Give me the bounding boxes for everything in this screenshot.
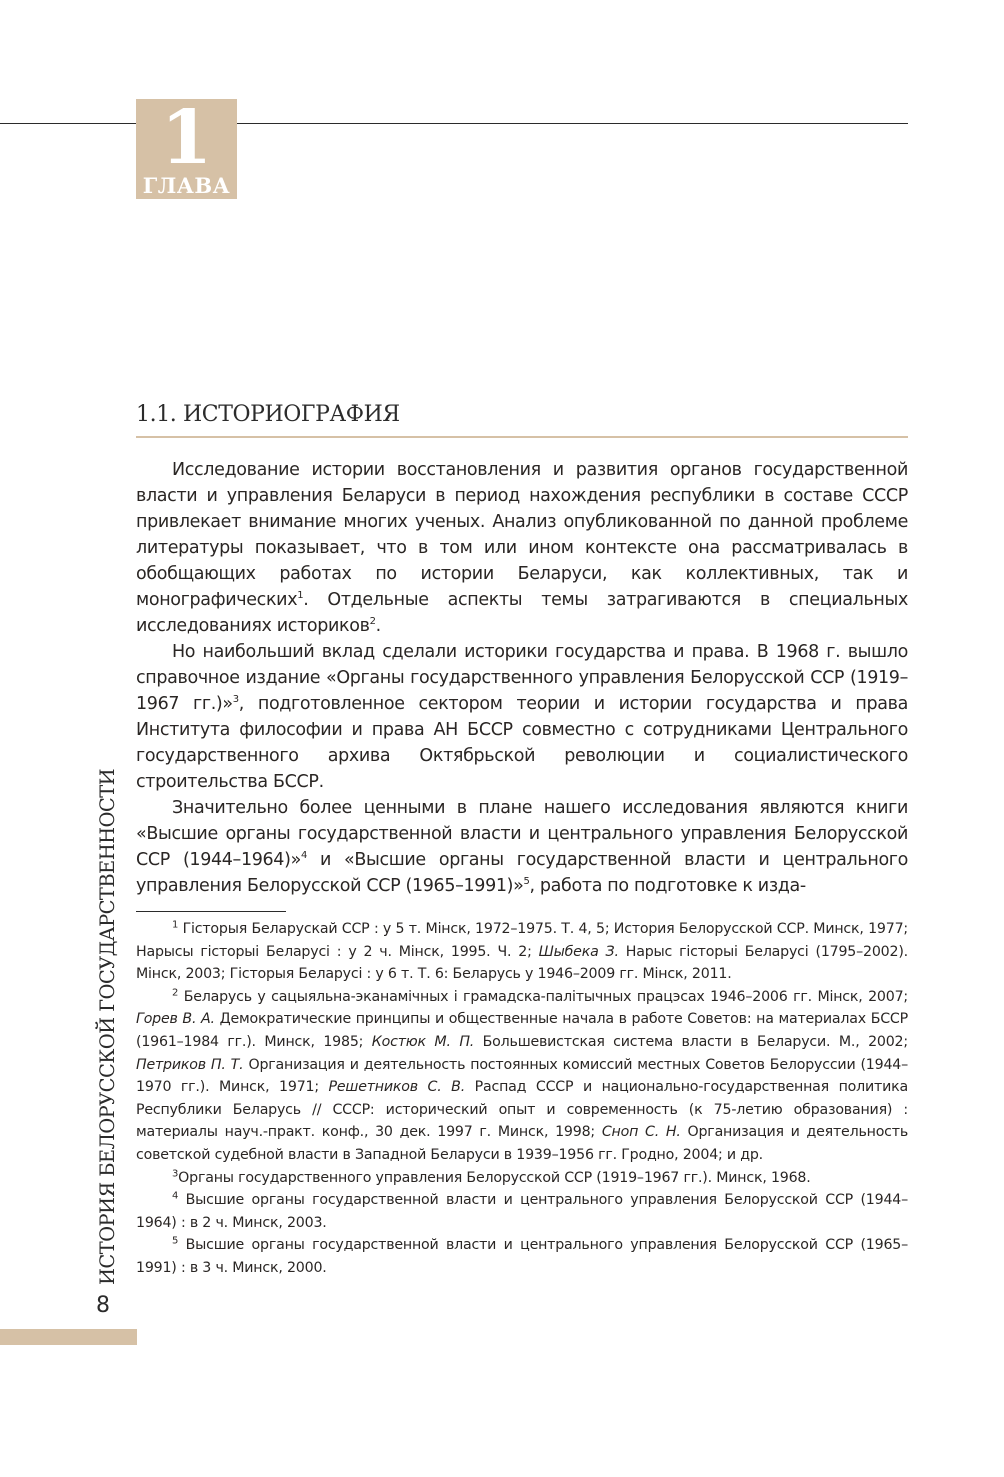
footnote-text: Гісторыя Беларускай ССР : у 5 т. Мінск, 1972–1975. Т. 4, 5; История Белорусской ССР. Минск, 1977; Нарысы гісторыі Беларусі : у 2 ч. Мінск, 1995. Ч. 2;: [136, 921, 908, 960]
paragraph-text: Исследование истории восстановления и развития органов государственной власти и управления Беларуси в период нахождения республики в составе СССР привлекает внимание многих ученых. Анализ опубликованной по данной проблеме литературы показывает, что в том или ином контексте она рассматривалась в обобщающих работах по истории Беларуси, как коллективных, так и монографических: [136, 460, 908, 610]
footnote-author: Костюк М. П.: [371, 1033, 475, 1050]
footnote-1: [136, 918, 908, 986]
paragraph-text: , подготовленное сектором теории и истории государства и права Института философии и права АН БССР совместно с сотрудниками Центрального государственного архива Октябрьской революции и социалистического строительства БССР.: [136, 694, 908, 792]
footnote-text: Высшие органы государственной власти и центрального управления Белорусской ССР (1944–1964) : в 2 ч. Минск, 2003.: [136, 1192, 908, 1231]
footnote-text: Высшие органы государственной власти и центрального управления Белорусской ССР (1965–1991) : в 3 ч. Минск, 2000.: [136, 1237, 908, 1276]
footnote-text: Большевистская система власти в Беларуси. М., 2002;: [474, 1033, 908, 1050]
footnote-text: Органы государственного управления Белорусской ССР (1919–1967 гг.). Минск, 1968.: [178, 1169, 811, 1186]
footnote-4: [136, 1189, 908, 1234]
footnote-ref: 5: [523, 876, 530, 888]
footnote-ref: 1: [297, 590, 304, 602]
footnote-ref: 2: [369, 616, 376, 628]
footnote-number: 1: [172, 919, 179, 931]
footnote-number: 3: [172, 1167, 179, 1179]
footnote-author: Петриков П. Т.: [136, 1056, 244, 1073]
paragraph-text: Но наибольший вклад сделали историки государства и права. В 1968 г. вышло справочное издание «Органы государственного управления Белорусской ССР (1919–1967 гг.)»: [136, 642, 908, 714]
chapter-badge: [136, 95, 237, 199]
footnote-2: [136, 986, 908, 1167]
footnote-text: Демократические принципы и общественные начала в работе Советов: на материалах БССР (1961–1984 гг.). Минск, 1985;: [136, 1011, 908, 1050]
footnote-author: Решетников С. В.: [328, 1079, 466, 1096]
footnote-5: [136, 1234, 908, 1279]
footnote-text: Распад СССР и национально-государственная политика Республики Беларусь // СССР: исторический опыт и современность (к 75-летию образования) : материалы науч.-практ. конф., 30 дек. 1997 г. Минск, 1998;: [136, 1079, 908, 1141]
footnote-number: 4: [172, 1190, 179, 1202]
paragraph-text: .: [375, 616, 381, 636]
footnote-3: [136, 1167, 908, 1190]
running-head: ИСТОРИЯ БЕЛОРУССКОЙ ГОСУДАРСТВЕННОСТИ: [96, 768, 119, 1285]
footnotes: [136, 918, 908, 1280]
paragraph-text: и «Высшие органы государственной власти и центрального управления Белорусской ССР (1965–1991)»: [136, 850, 908, 896]
paragraph-text: Значительно более ценными в плане нашего исследования являются книги «Высшие органы государственной власти и центрального управления Белорусской ССР (1944–1964)»: [136, 798, 908, 870]
section-title-rule: [136, 436, 908, 438]
footnote-number: 5: [172, 1235, 179, 1247]
paragraph-text: . Отдельные аспекты темы затрагиваются в специальных исследованиях историков: [136, 590, 908, 636]
section-title: 1.1. ИСТОРИОГРАФИЯ: [136, 402, 400, 427]
paragraph-text: , работа по подготовке к изда-: [529, 876, 806, 896]
footnote-text: Организация и деятельность постоянных комиссий местных Советов Белоруссии (1944–1970 гг.). Минск, 1971;: [136, 1056, 909, 1096]
page-number-bar: [0, 1329, 137, 1345]
page-number: 8: [96, 1293, 110, 1318]
footnote-text: Организация и деятельность советской судебной власти в Западной Беларуси в 1939–1956 гг. Гродно, 2004; и др.: [136, 1124, 908, 1163]
footnote-separator: [136, 911, 286, 912]
footnote-ref: 3: [232, 694, 239, 706]
body-text: [136, 457, 908, 899]
body-paragraph-1: [136, 457, 908, 639]
footnote-number: 2: [172, 987, 179, 999]
chapter-label: ГЛАВА: [142, 173, 231, 198]
footnote-text: Нарыс гісторыі Беларусі (1795–2002). Мінск, 2003; Гісторыя Беларусі : у 6 т. Т. 6: Беларусь у 1946–2009 гг. Мінск, 2011.: [136, 943, 908, 983]
footnote-author: Сноп С. Н.: [601, 1124, 681, 1141]
footnote-ref: 4: [300, 850, 307, 862]
body-paragraph-2: [136, 639, 908, 795]
footnote-author: Горев В. А.: [136, 1011, 215, 1028]
body-paragraph-3: [136, 795, 908, 899]
chapter-number: 1: [160, 95, 213, 181]
footnote-text: Беларусь у сацыяльна-эканамічных і грамадска-палітычных працэсах 1946–2006 гг. Мінск, 2007;: [178, 988, 908, 1005]
footnote-author: Шыбека З.: [538, 943, 619, 960]
